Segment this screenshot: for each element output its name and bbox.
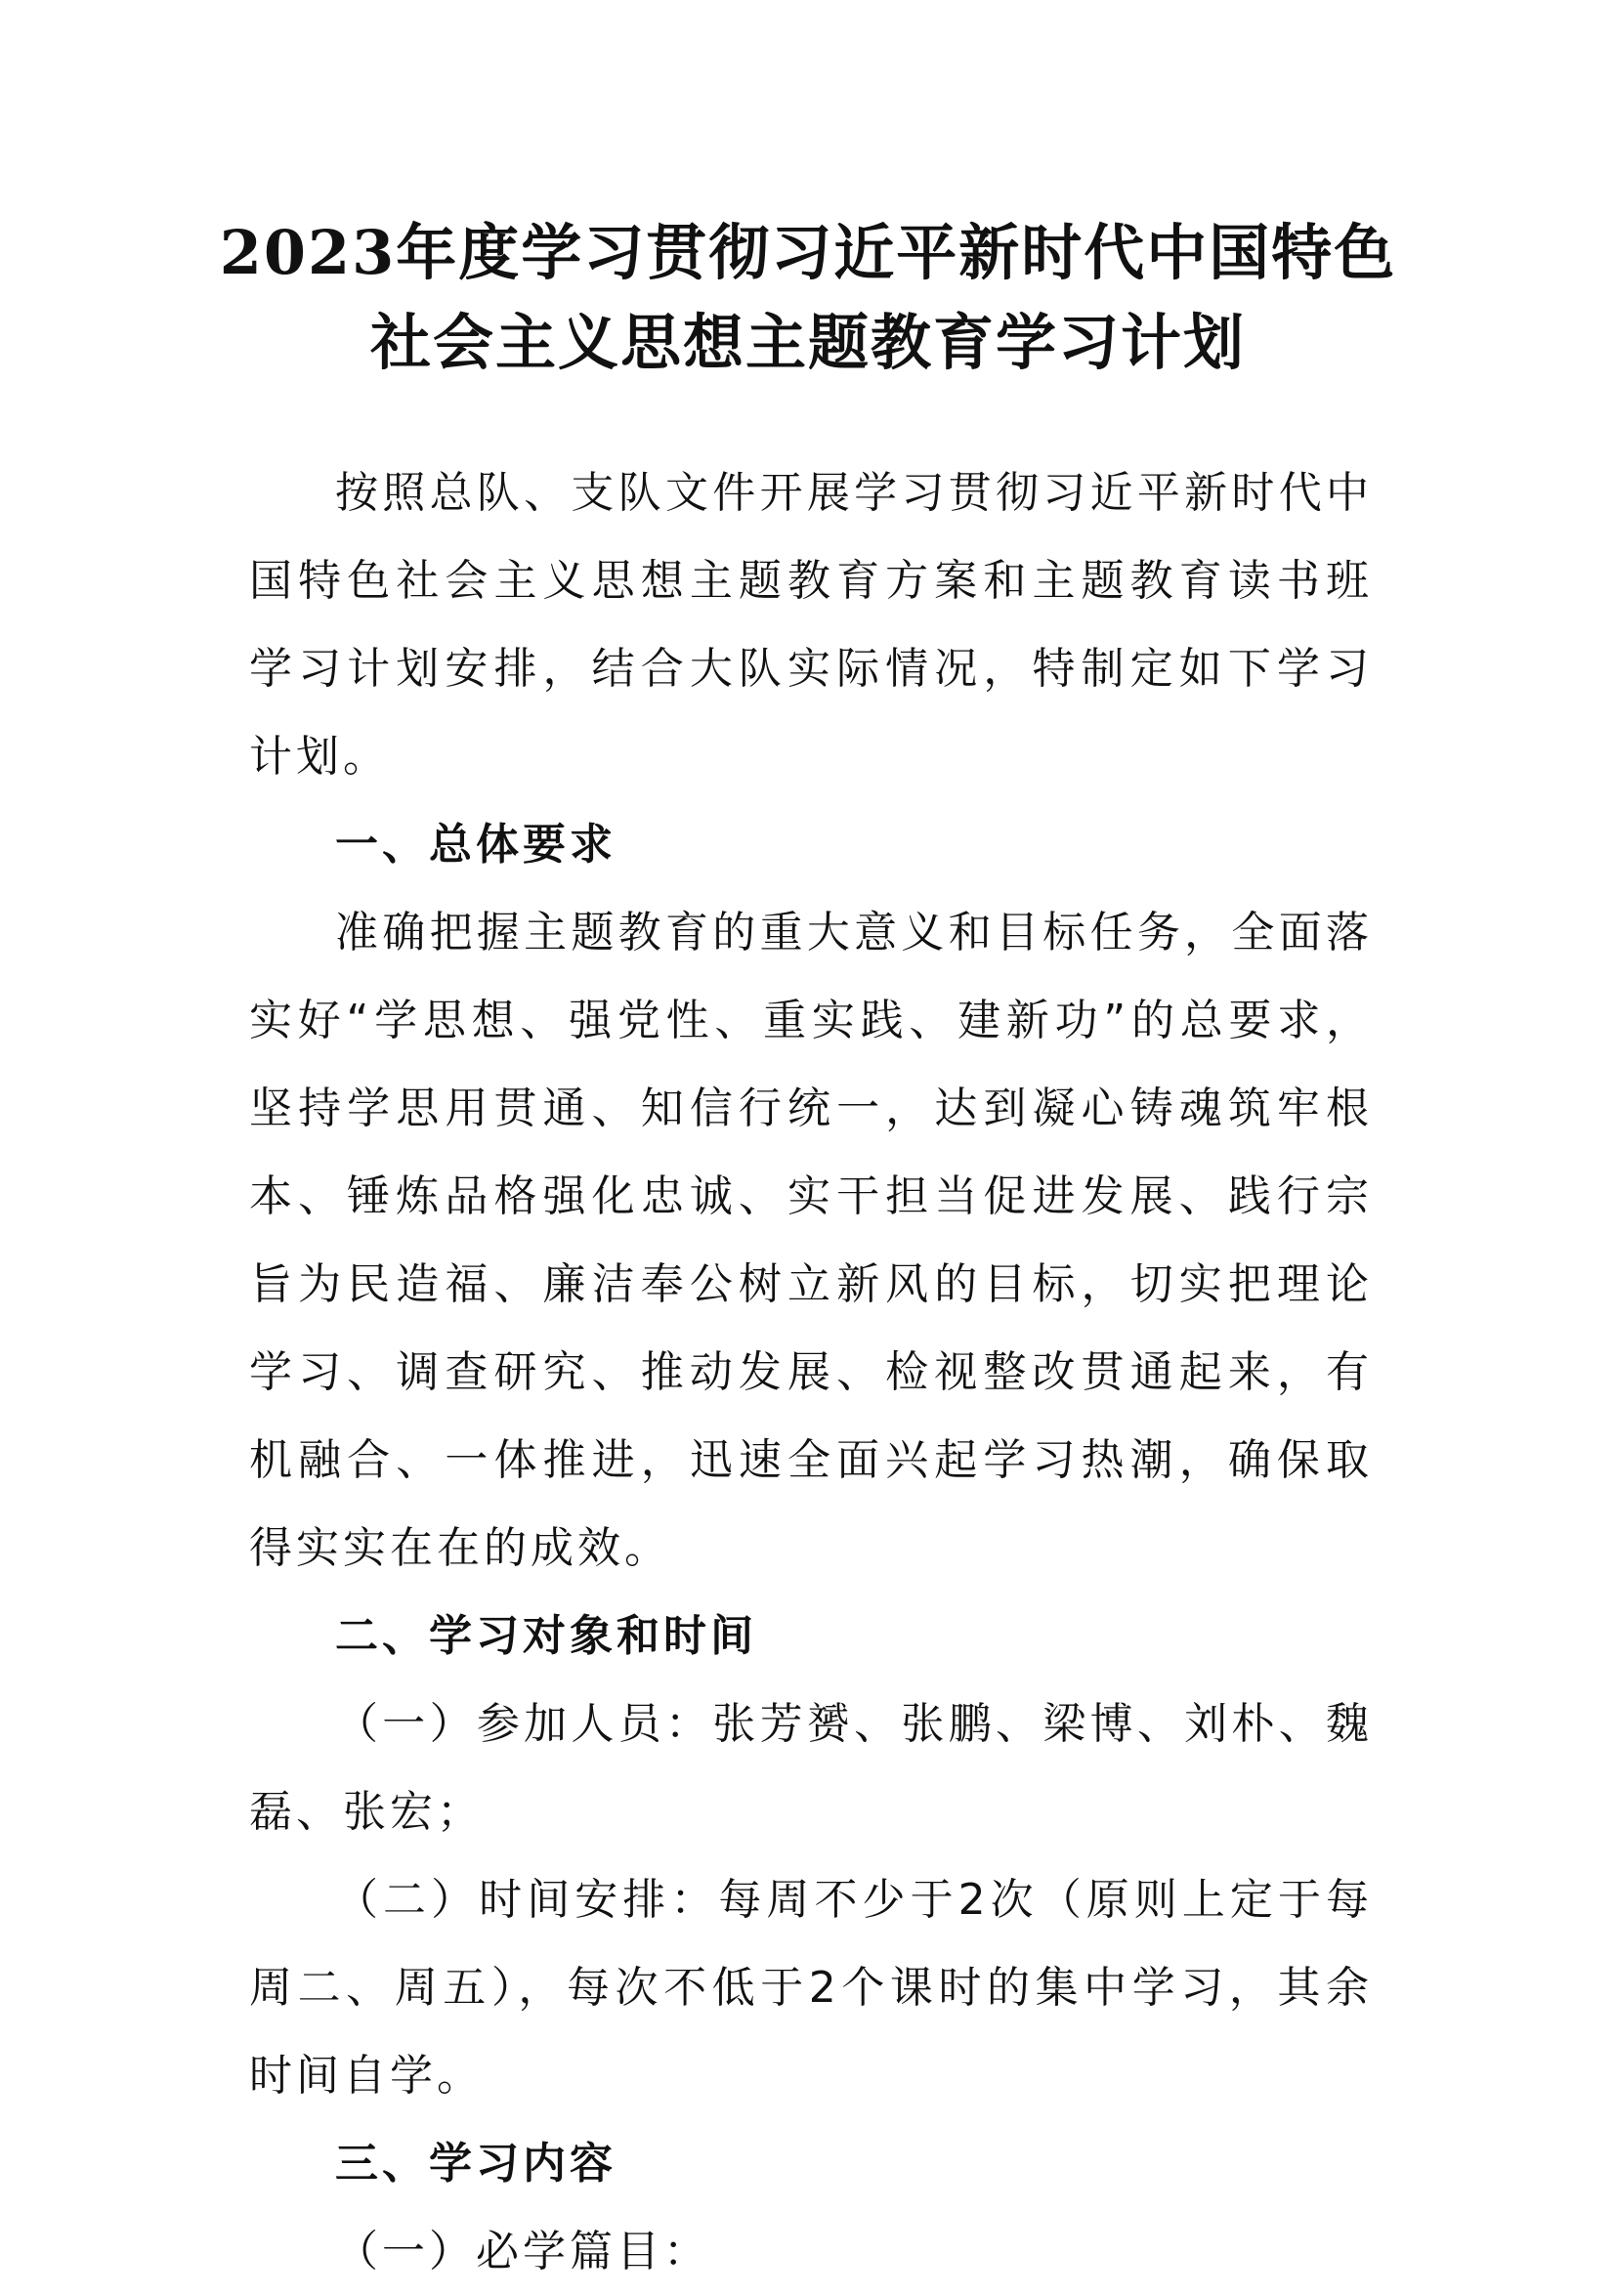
section-heading-general-requirements: 一、总体要求 [335, 820, 617, 870]
general-requirements-paragraph: 准确把握主题教育的重大意义和目标任务，全面落实好“学思想、强党性、重实践、建新功”的总要求，坚持学思用贯通、知信行统一，达到凝心铸魂筑牢根本、锤炼品格强化忠诚、实干担当促进发展、践行宗旨为民造福、廉洁奉公树立新风的目标，切实把理论学习、调查研究、推动发展、检视整改贯通起来，有机融合、一体推进，迅速全面兴起学习热潮，确保取得实实在在的成效。 [249, 908, 1373, 1573]
section-heading-study-content: 三、学习内容 [335, 2139, 617, 2189]
intro-paragraph: 按照总队、支队文件开展学习贯彻习近平新时代中国特色社会主义思想主题教育方案和主题教育读书班学习计划安排，结合大队实际情况，特制定如下学习计划。 [249, 468, 1373, 782]
document-title-line-2: 社会主义思想主题教育学习计划 [369, 307, 1246, 378]
participants-paragraph: （一）参加人员：张芳赟、张鹏、梁博、刘朴、魏磊、张宏； [249, 1699, 1373, 1837]
document-body [249, 449, 1373, 2296]
section-heading-participants-and-time: 二、学习对象和时间 [335, 1611, 757, 1661]
document-title-line-1: 2023年度学习贯彻习近平新时代中国特色 [219, 217, 1397, 288]
schedule-paragraph: （二）时间安排：每周不少于2次（原则上定于每周二、周五），每次不低于2个课时的集中学习，其余时间自学。 [249, 1875, 1373, 2101]
required-reading-paragraph: （一）必学篇目： [335, 2227, 710, 2276]
